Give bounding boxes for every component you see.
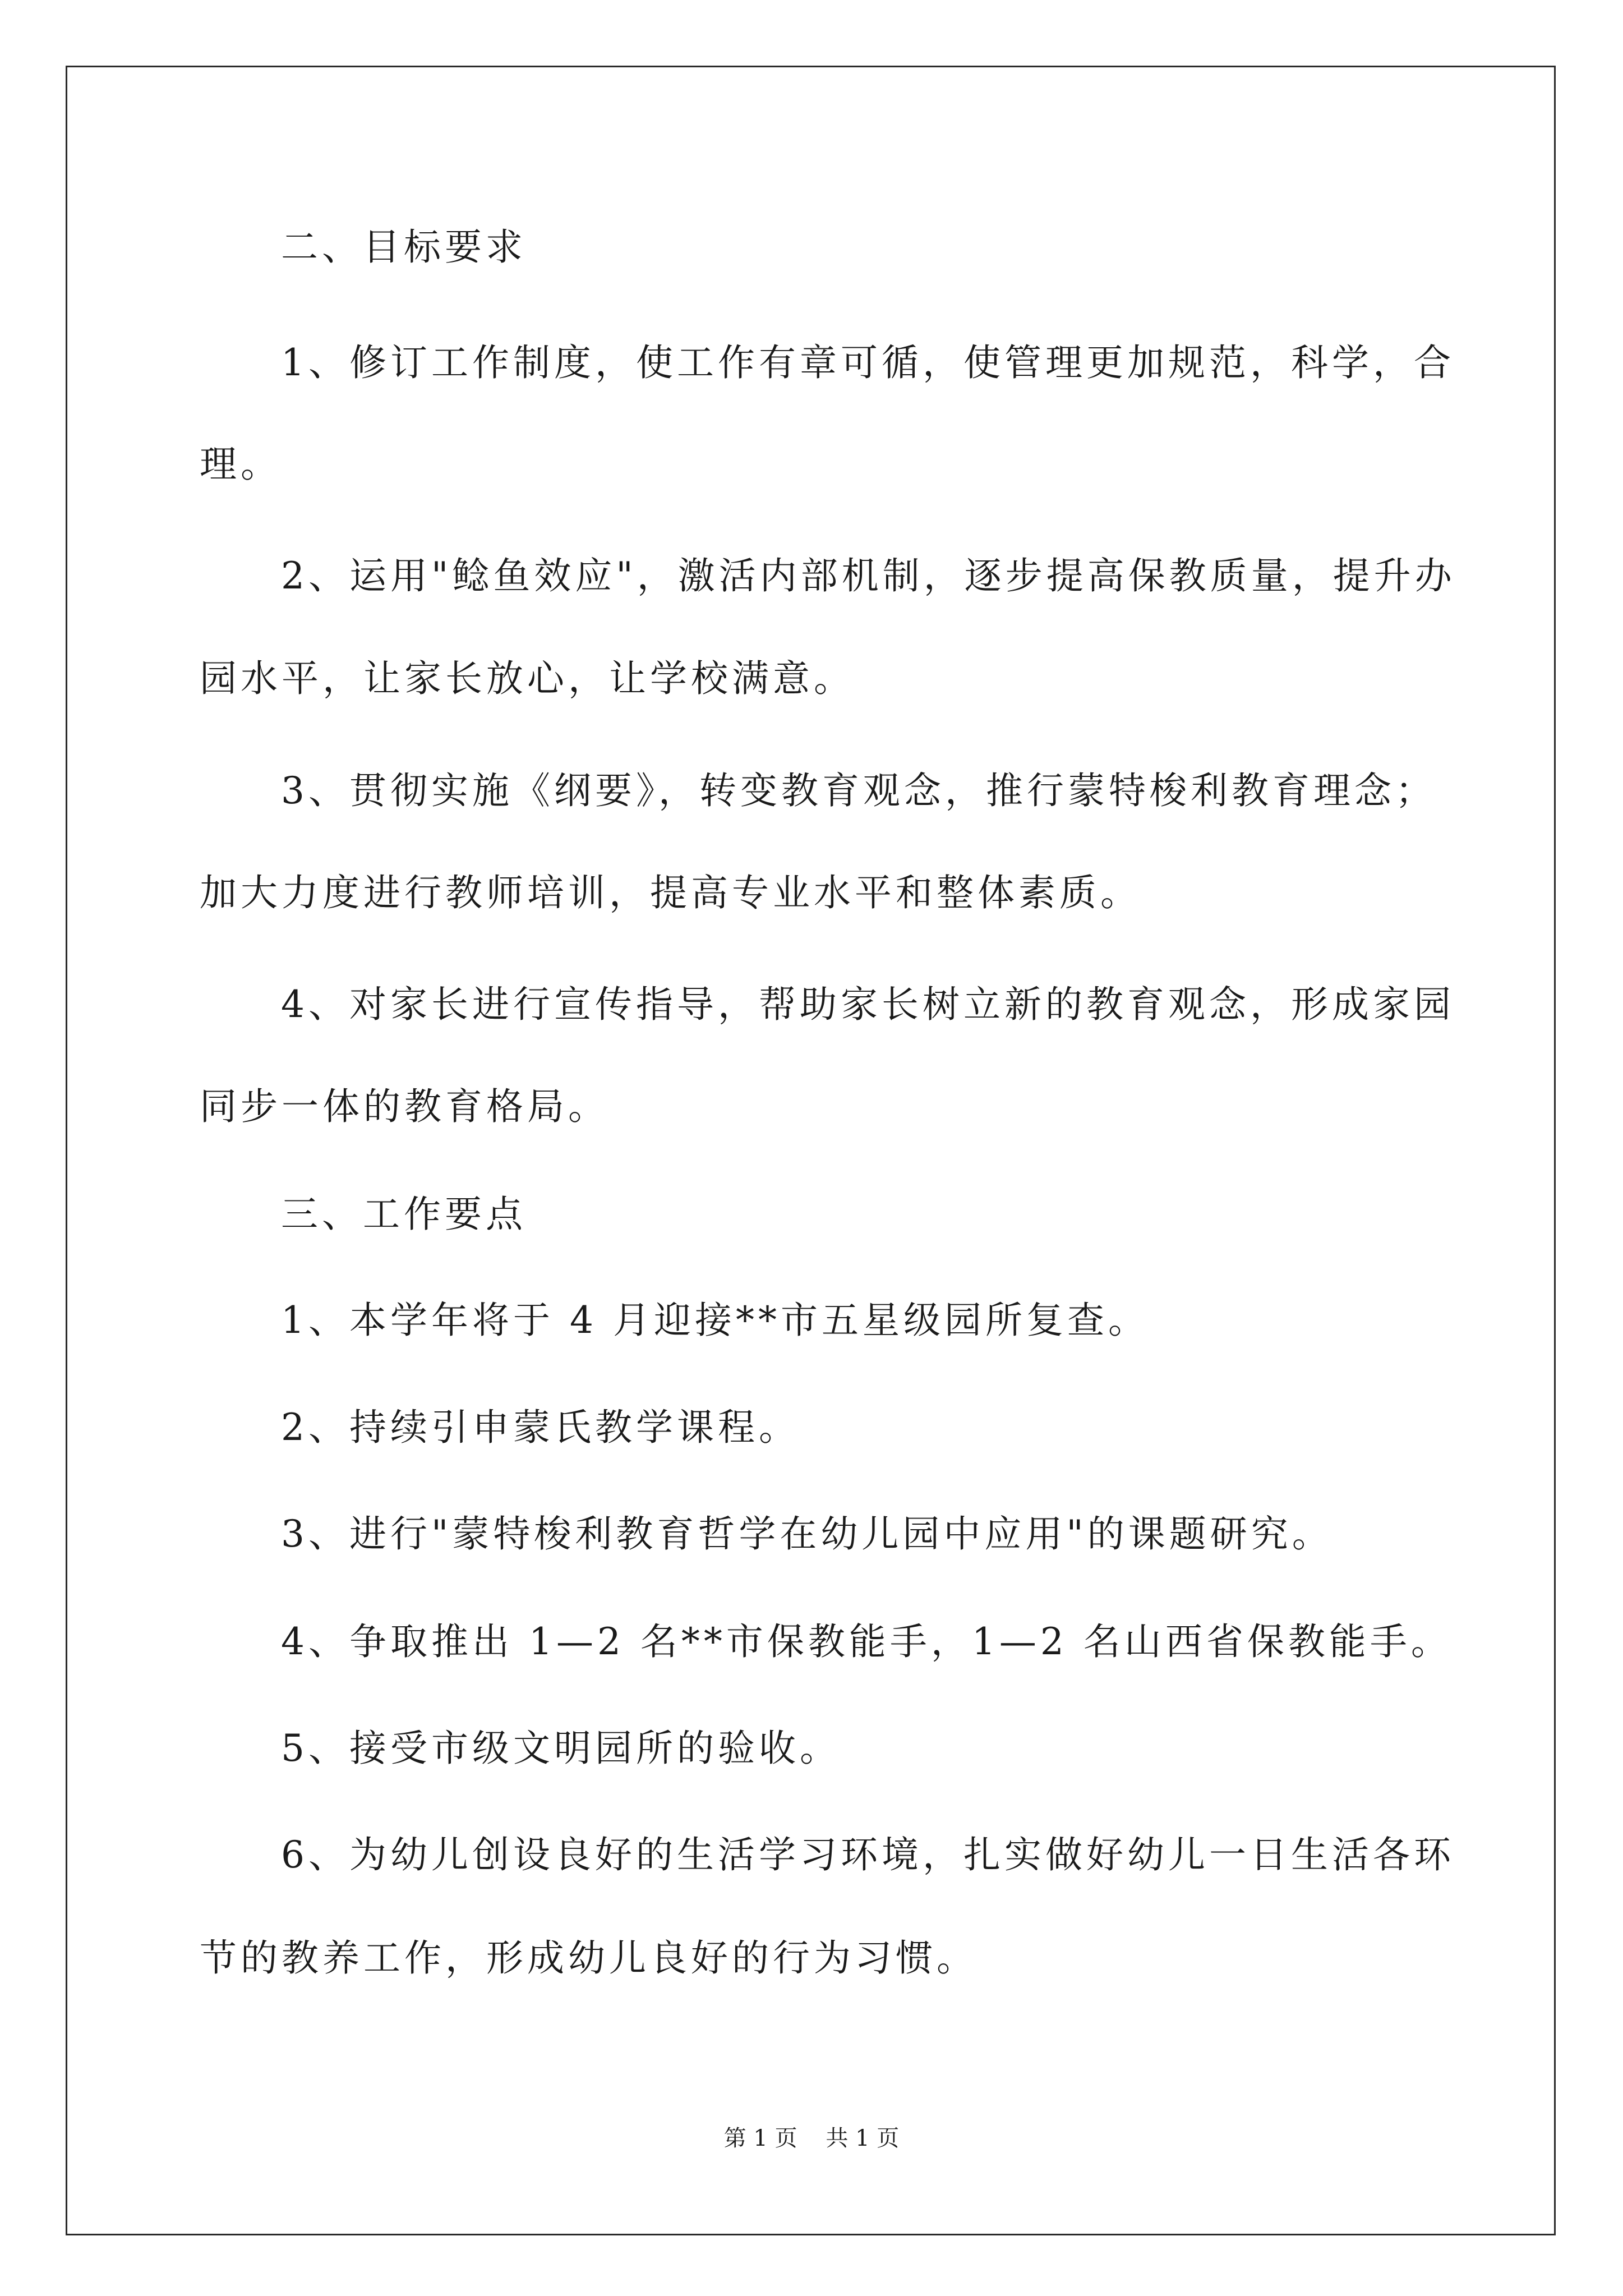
paragraph-line: 园水平，让家长放心，让学校满意。 bbox=[200, 657, 855, 700]
paragraph-line: 同步一体的教育格局。 bbox=[200, 1085, 609, 1128]
section-heading-goals: 二、目标要求 bbox=[281, 226, 527, 269]
section-heading-key-points: 三、工作要点 bbox=[281, 1193, 527, 1236]
paragraph-line: 2、运用"鲶鱼效应"，激活内部机制，逐步提高保教质量，提升办 bbox=[281, 554, 1456, 597]
paragraph-line: 5、接受市级文明园所的验收。 bbox=[281, 1727, 841, 1770]
paragraph-line: 4、争取推出 1—2 名**市保教能手，1—2 名山西省保教能手。 bbox=[281, 1620, 1452, 1663]
page-border bbox=[66, 66, 1556, 2235]
paragraph-line: 理。 bbox=[200, 443, 282, 486]
paragraph-line: 2、持续引申蒙氏教学课程。 bbox=[281, 1406, 800, 1449]
paragraph-line: 4、对家长进行宣传指导，帮助家长树立新的教育观念，形成家园 bbox=[281, 983, 1455, 1026]
page-number-footer: 第 1 页 共 1 页 bbox=[723, 2125, 900, 2151]
paragraph-line: 6、为幼儿创设良好的生活学习环境，扎实做好幼儿一日生活各环 bbox=[281, 1833, 1455, 1876]
paragraph-line: 3、贯彻实施《纲要》，转变教育观念，推行蒙特梭利教育理念； bbox=[281, 769, 1436, 812]
paragraph-line: 3、进行"蒙特梭利教育哲学在幼儿园中应用"的课题研究。 bbox=[281, 1512, 1333, 1556]
paragraph-line: 加大力度进行教师培训，提高专业水平和整体素质。 bbox=[200, 871, 1141, 914]
paragraph-line: 1、修订工作制度，使工作有章可循，使管理更加规范，科学，合 bbox=[281, 341, 1455, 384]
paragraph-line: 1、本学年将于 4 月迎接**市五星级园所复查。 bbox=[281, 1299, 1149, 1342]
paragraph-line: 节的教养工作，形成幼儿良好的行为习惯。 bbox=[200, 1936, 978, 1980]
